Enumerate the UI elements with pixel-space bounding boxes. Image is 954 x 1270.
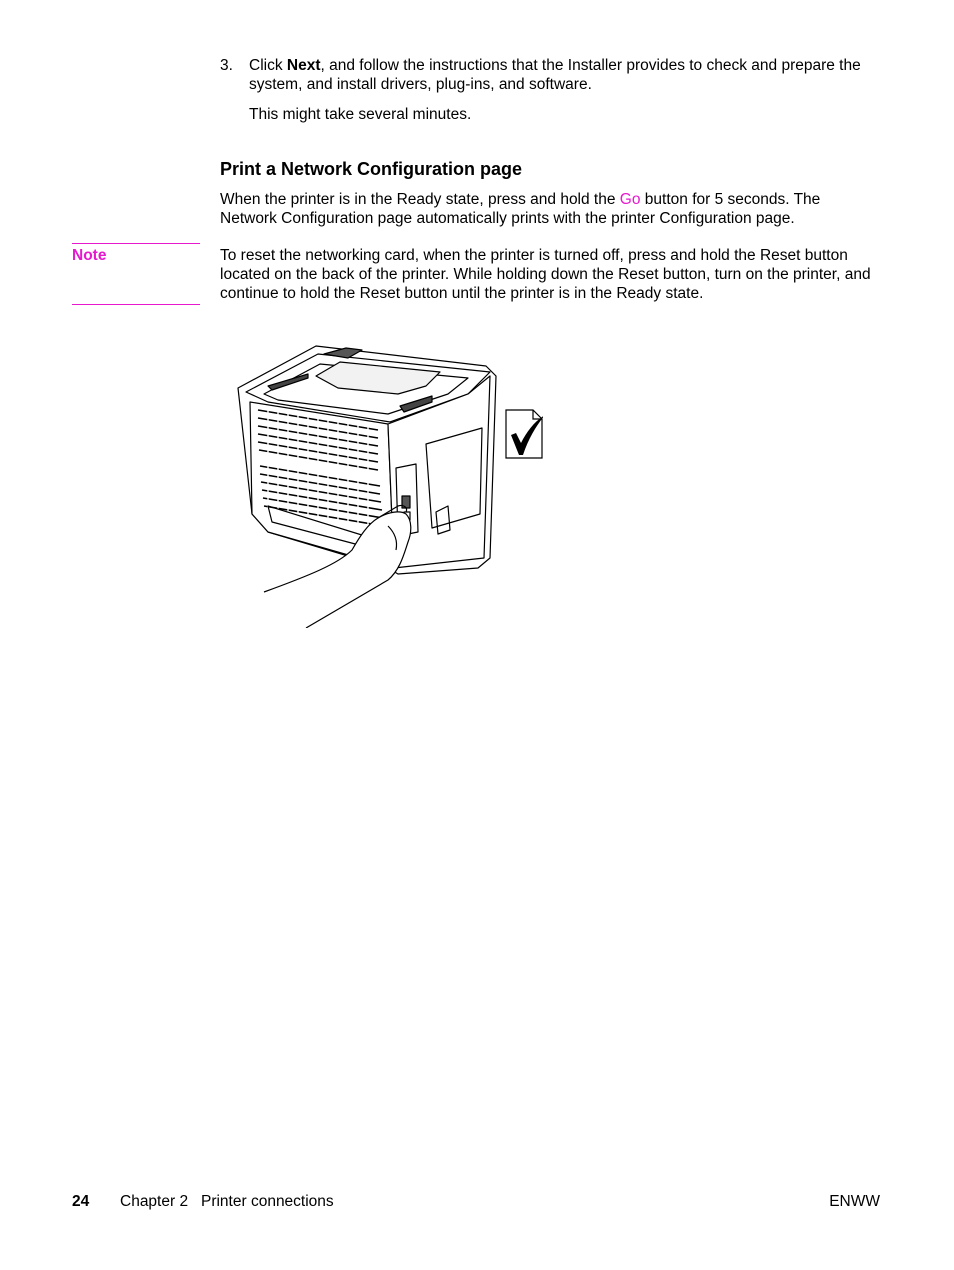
step-number: 3. (220, 57, 233, 74)
step-instruction (249, 56, 869, 94)
footer-page-number: 24 (72, 1193, 90, 1210)
printer-rear-reset-button-illustration (228, 336, 558, 628)
checkmark-page-icon (505, 409, 543, 459)
note-rule-top (72, 243, 200, 244)
section-heading: Print a Network Configuration page (220, 159, 523, 179)
footer-enww: ENWW (829, 1193, 880, 1210)
note-label: Note (72, 247, 107, 264)
go-button-label: Go (619, 191, 641, 208)
step-note: This might take several minutes. (249, 106, 472, 123)
footer-chapter: Chapter 2 Printer connections (120, 1193, 334, 1210)
note-text: To reset the networking card, when the printer is turned off, press and hold the Reset button located on the back of the printer. While holding down the Reset button, turn on the printer, and continue to hold the Reset button until the printer is in the Ready state. (220, 247, 871, 302)
next-button-reference: Next (286, 57, 321, 74)
para-after: button for 5 seconds. The Network Configuration page automatically prints with the printer Configuration page. (220, 191, 821, 227)
para-before: When the printer is in the Ready state, press and hold the (220, 191, 620, 208)
step-prefix: Click (249, 57, 287, 74)
section-paragraph (220, 190, 860, 228)
note-rule-bottom (72, 304, 200, 305)
step-suffix: , and follow the instructions that the Installer provides to check and prepare the system, and install drivers, plug-ins, and software. (249, 57, 861, 93)
